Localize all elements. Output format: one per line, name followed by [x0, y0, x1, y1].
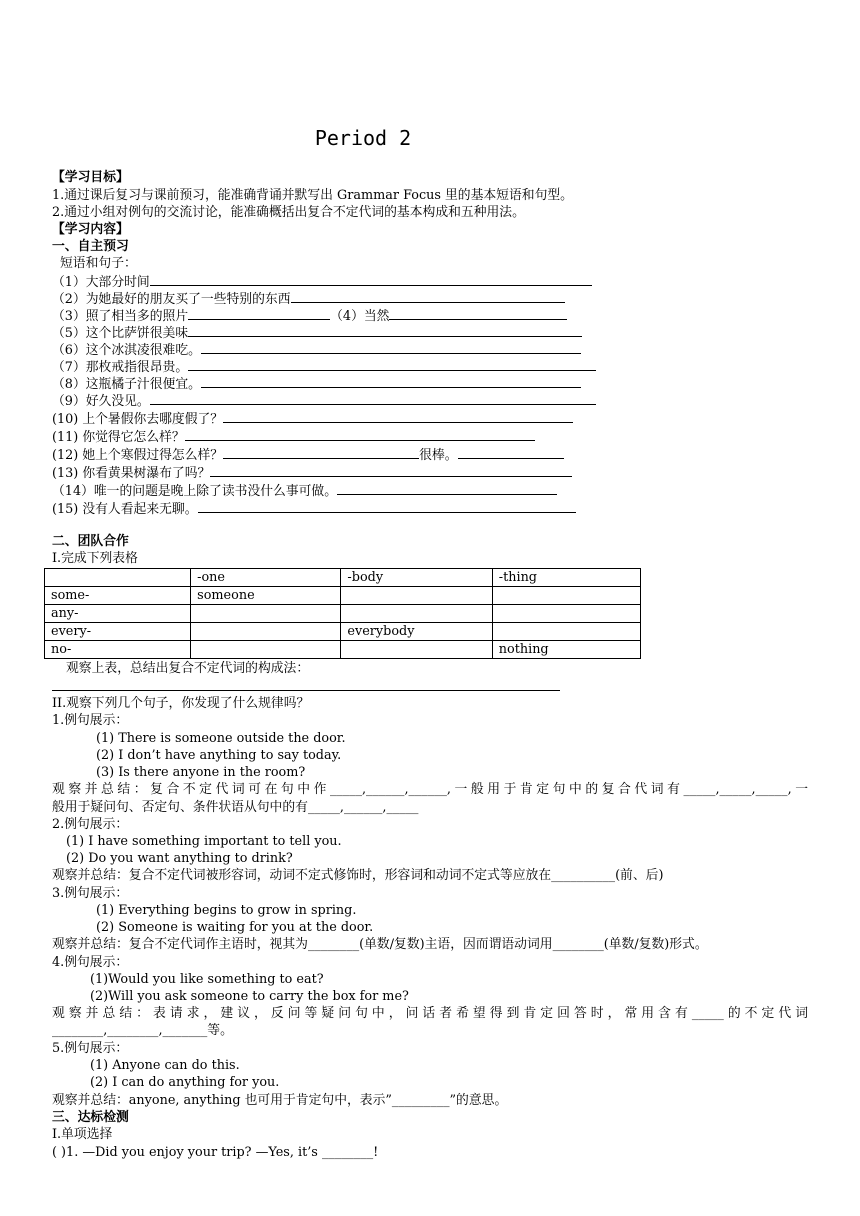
- table-row: [45, 623, 641, 641]
- answer-blank[interactable]: [188, 358, 596, 371]
- phrase-text: （8）这瓶橘子汁很便宜。: [52, 377, 201, 392]
- example-sentence: (2) I can do anything for you.: [90, 1075, 280, 1090]
- answer-blank[interactable]: [188, 324, 582, 337]
- table-cell: any-: [45, 605, 191, 623]
- phrase-text: (13) 你看黄果树瀑布了吗？: [52, 466, 211, 481]
- phrase-item: [52, 500, 576, 518]
- section2-part2: II.观察下列几个句子，你发现了什么规律吗？: [52, 696, 310, 711]
- example-sentence: (1) Everything begins to grow in spring.: [96, 903, 357, 918]
- table-cell[interactable]: [341, 587, 492, 605]
- phrase-text: （9）好久没见。: [52, 394, 150, 409]
- example1-title: 1.例句展示：: [52, 713, 129, 728]
- phrase-text: (10) 上个暑假你去哪度假了？: [52, 412, 224, 427]
- answer-blank[interactable]: [337, 482, 557, 495]
- goal-2: 2.通过小组对例句的交流讨论，能准确概括出复合不定代词的基本构成和五种用法。: [52, 205, 525, 220]
- answer-blank[interactable]: [188, 307, 330, 320]
- summary-2: 观察并总结：复合不定代词被形容词，动词不定式修饰时，形容词和动词不定式等应放在__________(前、后): [52, 868, 664, 883]
- table-cell: -body: [341, 569, 492, 587]
- table-cell[interactable]: someone: [191, 587, 341, 605]
- example-sentence: (1) Anyone can do this.: [90, 1058, 240, 1073]
- phrase-text: （1）大部分时间: [52, 275, 150, 290]
- answer-blank[interactable]: [150, 392, 596, 405]
- goal-1: 1.通过课后复习与课前预习，能准确背诵并默写出 Grammar Focus 里的基本短语和句型。: [52, 188, 573, 203]
- answer-blank[interactable]: [223, 446, 419, 459]
- table-cell[interactable]: [341, 605, 492, 623]
- phrase-text: （7）那枚戒指很昂贵。: [52, 360, 189, 375]
- page-title: Period 2: [314, 126, 412, 150]
- section3-part1: I.单项选择: [52, 1127, 113, 1142]
- answer-blank[interactable]: [150, 273, 592, 286]
- table-row: [45, 605, 641, 623]
- phrase-item: [52, 392, 596, 410]
- answer-blank[interactable]: [223, 410, 573, 423]
- phrase-item: [52, 446, 564, 464]
- answer-blank[interactable]: [458, 446, 564, 459]
- example-sentence: (2) I don’t have anything to say today.: [96, 748, 342, 763]
- table-cell: every-: [45, 623, 191, 641]
- table-cell[interactable]: nothing: [492, 641, 640, 659]
- phrase-text: （3）照了相当多的照片: [52, 309, 189, 324]
- phrase-item: [52, 341, 581, 359]
- table-cell[interactable]: [341, 641, 492, 659]
- answer-blank[interactable]: [201, 341, 581, 354]
- summary-1b: 般用于疑问句、否定句、条件状语从句中的有_____,______,_____: [52, 800, 419, 815]
- example-sentence: (2) Do you want anything to drink?: [66, 851, 293, 866]
- example-sentence: (1) I have something important to tell you.: [66, 834, 342, 849]
- answer-blank[interactable]: [185, 428, 535, 441]
- table-header-row: [45, 569, 641, 587]
- table-cell[interactable]: [492, 623, 640, 641]
- summary-3: 观察并总结：复合不定代词作主语时，视其为________(单数/复数)主语，因而谓语动词用________(单数/复数)形式。: [52, 937, 708, 952]
- table-cell: no-: [45, 641, 191, 659]
- example-sentence: (1)Would you like something to eat?: [90, 972, 324, 987]
- example-sentence: (1) There is someone outside the door.: [96, 731, 346, 746]
- phrase-text: （5）这个比萨饼很美味: [52, 326, 189, 341]
- indefinite-pronoun-table: [44, 568, 641, 659]
- example2-title: 2.例句展示：: [52, 817, 129, 832]
- phrase-text: (12) 她上个寒假过得怎么样？: [52, 448, 224, 463]
- phrase-text: （6）这个冰淇凌很难吃。: [52, 343, 201, 358]
- phrase-item: [52, 324, 582, 342]
- summary-5: 观察并总结：anyone, anything 也可用于肯定句中，表示”_________”的意思。: [52, 1093, 508, 1108]
- example4-title: 4.例句展示：: [52, 955, 129, 970]
- example-sentence: (2) Someone is waiting for you at the door.: [96, 920, 374, 935]
- table-cell: -one: [191, 569, 341, 587]
- phrase-item: [52, 464, 572, 482]
- table-cell: -thing: [492, 569, 640, 587]
- example-sentence: (2)Will you ask someone to carry the box for me?: [90, 989, 409, 1004]
- answer-blank[interactable]: [291, 290, 565, 303]
- observe-table-text: 观察上表，总结出复合不定代词的构成法：: [66, 661, 310, 676]
- phrase-item: [52, 375, 581, 393]
- table-cell[interactable]: [492, 587, 640, 605]
- table-row: [45, 587, 641, 605]
- answer-blank[interactable]: [198, 500, 576, 513]
- table-cell[interactable]: [191, 605, 341, 623]
- phrase-text: 很棒。: [419, 448, 458, 463]
- content-header: 【学习内容】: [52, 222, 129, 237]
- goals-header: 【学习目标】: [52, 170, 129, 185]
- answer-blank[interactable]: [210, 464, 572, 477]
- phrase-text: (15) 没有人看起来无聊。: [52, 502, 198, 517]
- phrase-item: [52, 428, 535, 446]
- section2-part1: I.完成下列表格: [52, 551, 138, 566]
- summary-1a: 观察并总结：复合不定代词可在句中作_____,______,______,一般用于肯定句中的复合代词有_____,_____,_____,一: [52, 782, 808, 797]
- phrase-item: [52, 273, 592, 291]
- table-cell[interactable]: [492, 605, 640, 623]
- phrase-text: （2）为她最好的朋友买了一些特别的东西: [52, 292, 291, 307]
- answer-line: [52, 678, 560, 696]
- phrase-item: [52, 358, 596, 376]
- summary-4b: ________,________,_______等。: [52, 1023, 233, 1038]
- example-sentence: (3) Is there anyone in the room?: [96, 765, 306, 780]
- table-cell: [45, 569, 191, 587]
- phrase-item: [52, 410, 573, 428]
- answer-blank[interactable]: [389, 307, 567, 320]
- section1-subtitle: 短语和句子：: [60, 256, 137, 271]
- table-cell[interactable]: everybody: [341, 623, 492, 641]
- section3-title: 三、达标检测: [52, 1110, 129, 1125]
- answer-blank[interactable]: [52, 678, 560, 691]
- phrase-item: [52, 482, 557, 500]
- phrase-text: （14）唯一的问题是晚上除了读书没什么事可做。: [52, 484, 338, 499]
- phrase-item: [52, 290, 565, 308]
- phrase-text: (11) 你觉得它怎么样？: [52, 430, 185, 445]
- example3-title: 3.例句展示：: [52, 886, 129, 901]
- phrase-text: （4）当然: [330, 309, 390, 324]
- section1-title: 一、自主预习: [52, 239, 129, 254]
- table-cell[interactable]: [191, 641, 341, 659]
- table-row: [45, 641, 641, 659]
- table-cell: some-: [45, 587, 191, 605]
- section2-title: 二、团队合作: [52, 534, 129, 549]
- summary-4a: 观察并总结：表请求，建议，反问等疑问句中，问话者希望得到肯定回答时，常用含有_____的不定代词: [52, 1006, 808, 1021]
- example5-title: 5.例句展示：: [52, 1041, 129, 1056]
- table-cell[interactable]: [191, 623, 341, 641]
- question-1[interactable]: ( )1. —Did you enjoy your trip? —Yes, it’s ________!: [52, 1145, 379, 1160]
- phrase-item: [52, 307, 567, 325]
- answer-blank[interactable]: [201, 375, 581, 388]
